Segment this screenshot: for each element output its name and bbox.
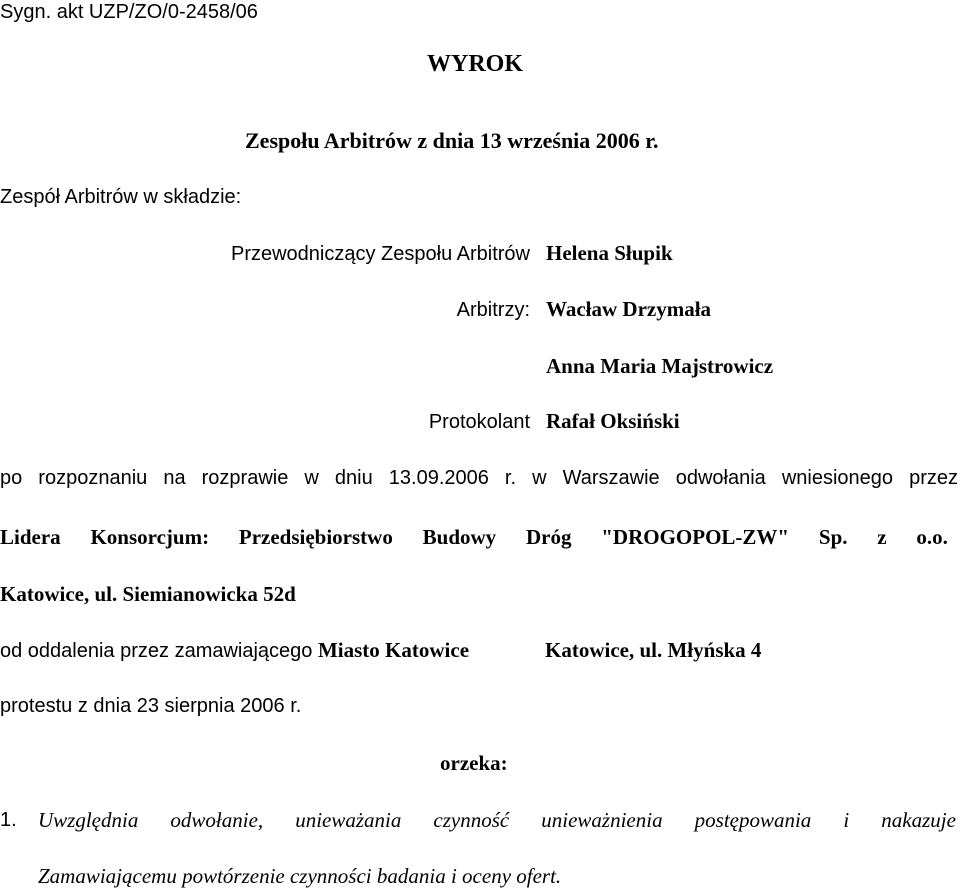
appellant-word: Lidera: [0, 525, 61, 549]
arbiter-name-1: Wacław Drzymała: [546, 297, 712, 321]
rejection-line: [0, 640, 469, 661]
ruling-word: i: [843, 808, 850, 832]
protest-line: protestu z dnia 23 sierpnia 2006 r.: [0, 695, 302, 717]
panel-heading: Zespół Arbitrów w składzie:: [0, 186, 242, 208]
arbiters-label: Arbitrzy:: [456, 299, 530, 321]
clerk-label: Protokolant: [428, 411, 530, 433]
rejection-prefix: od oddalenia przez zamawiającego: [0, 640, 318, 662]
appellant-address: Katowice, ul. Siemianowicka 52d: [0, 582, 296, 606]
arbiter-name-2: Anna Maria Majstrowicz: [546, 354, 774, 378]
chair-name: Helena Słupik: [546, 241, 673, 265]
appellant-word: z: [877, 525, 887, 549]
ruling-word: unieważnienia: [541, 808, 663, 832]
hearing-intro-text: po rozpoznaniu na rozprawie w dniu 13.09.2006 r. w Warszawie odwołania wniesionego przez: [0, 467, 958, 489]
ruling-item-number: 1.: [0, 809, 17, 831]
appellant-line: [0, 527, 948, 548]
appellant-word: Budowy: [422, 525, 497, 549]
appellant-word: Sp.: [818, 525, 848, 549]
contracting-address: Katowice, ul. Młyńska 4: [545, 638, 762, 662]
appellant-word: Dróg: [525, 525, 572, 549]
ruling-word: czynność: [433, 808, 510, 832]
chair-label: Przewodniczący Zespołu Arbitrów: [230, 243, 530, 265]
ruling-heading: orzeka:: [440, 751, 508, 775]
clerk-name: Rafał Oksiński: [546, 409, 680, 433]
ruling-word: postępowania: [694, 808, 812, 832]
appellant-word: Przedsiębiorstwo: [238, 525, 393, 549]
contracting-party: Miasto Katowice: [317, 638, 470, 662]
ruling-word: Uwzględnia: [38, 808, 139, 832]
ruling-item-line-1: [38, 810, 956, 831]
appellant-word: Konsorcjum:: [90, 525, 210, 549]
ruling-word: nakazuje: [881, 808, 956, 832]
hearing-intro: [0, 468, 958, 488]
appellant-word: "DROGOPOL-ZW": [601, 525, 790, 549]
document-subtitle: Zespołu Arbitrów z dnia 13 września 2006 r.: [245, 128, 659, 153]
document-title: WYROK: [427, 51, 523, 77]
appellant-word: o.o.: [916, 525, 948, 549]
case-signature: Sygn. akt UZP/ZO/0-2458/06: [0, 1, 258, 23]
ruling-word: odwołanie,: [170, 808, 264, 832]
ruling-word: unieważania: [295, 808, 402, 832]
ruling-item-line-2: Zamawiającemu powtórzenie czynności badania i oceny ofert.: [38, 864, 562, 888]
